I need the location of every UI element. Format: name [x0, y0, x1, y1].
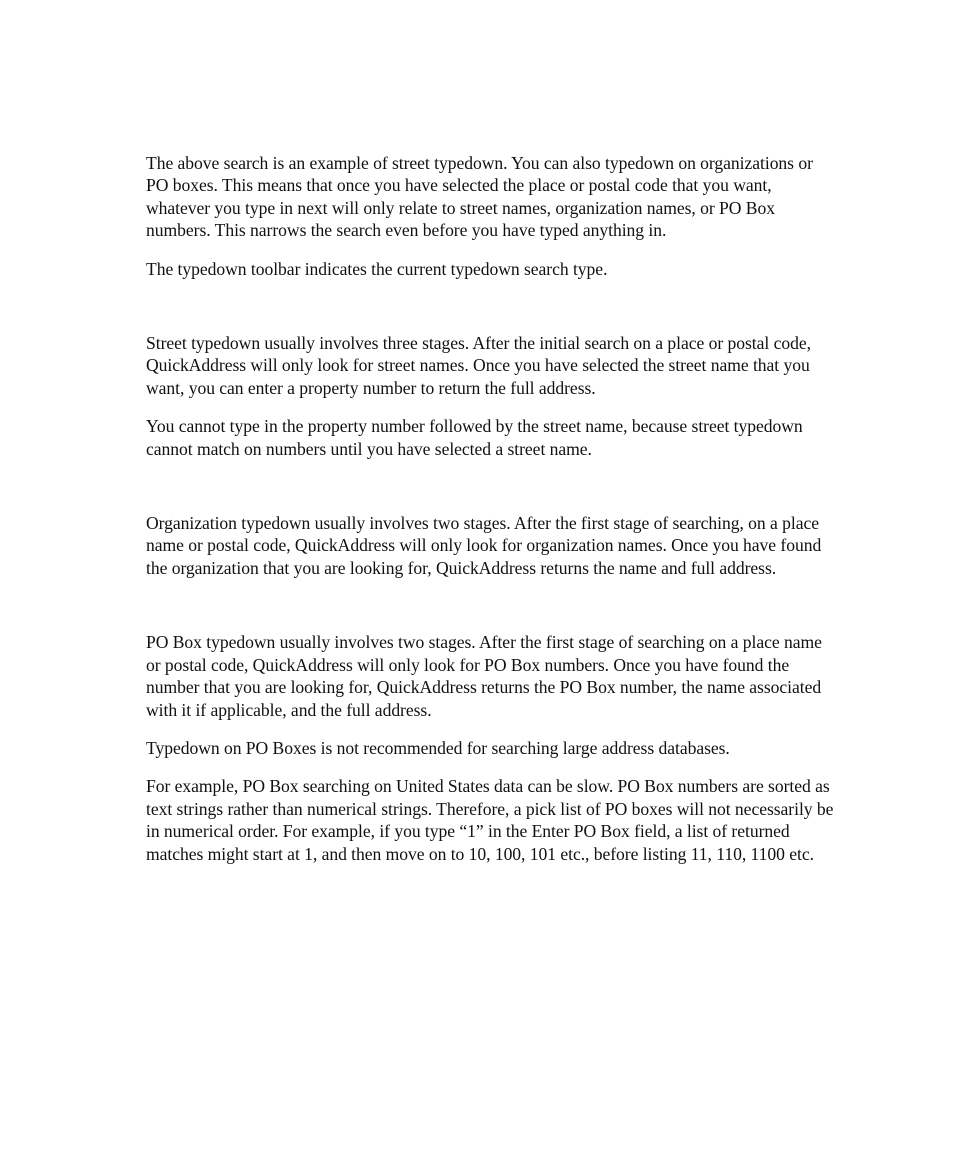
paragraph-intro-typedown: The above search is an example of street typedown. You can also typedown on organizations or PO boxes. This means that once you have selected the place or postal code that you want, whatever you type in next will only relate to street names, organization names, or PO Box numbers. This narrows the search even before you have typed anything in. [146, 153, 813, 241]
paragraph-pobox-example: For example, PO Box searching on United States data can be slow. PO Box numbers are sorted as text strings rather than numerical strings. Therefore, a pick list of PO boxes will not necessarily be in numerical order. For example, if you type “1” in the Enter PO Box field, a list of returned matches might start at 1, and then move on to 10, 100, 101 etc., before listing 11, 110, 1100 etc. [146, 776, 834, 864]
paragraph-street-stages: Street typedown usually involves three stages. After the initial search on a place or postal code, QuickAddress will only look for street names. Once you have selected the street name that you want, you can enter a property number to return the full address. [146, 333, 811, 398]
document-body [146, 152, 836, 865]
paragraph-street-numbers: You cannot type in the property number followed by the street name, because street typedown cannot match on numbers until you have selected a street name. [146, 416, 803, 459]
paragraph-toolbar-note: The typedown toolbar indicates the current typedown search type. [146, 258, 608, 279]
paragraph-pobox-recommendation: Typedown on PO Boxes is not recommended for searching large address databases. [146, 737, 730, 758]
paragraph-pobox-stages: PO Box typedown usually involves two stages. After the first stage of searching on a place name or postal code, QuickAddress will only look for PO Box numbers. Once you have found the number that you are looking for, QuickAddress returns the PO Box number, the name associated with it if applicable, and the full address. [146, 632, 822, 720]
paragraph-organization-stages: Organization typedown usually involves two stages. After the first stage of searching, on a place name or postal code, QuickAddress will only look for organization names. Once you have found the organization that you are looking for, QuickAddress returns the name and full address. [146, 513, 822, 578]
